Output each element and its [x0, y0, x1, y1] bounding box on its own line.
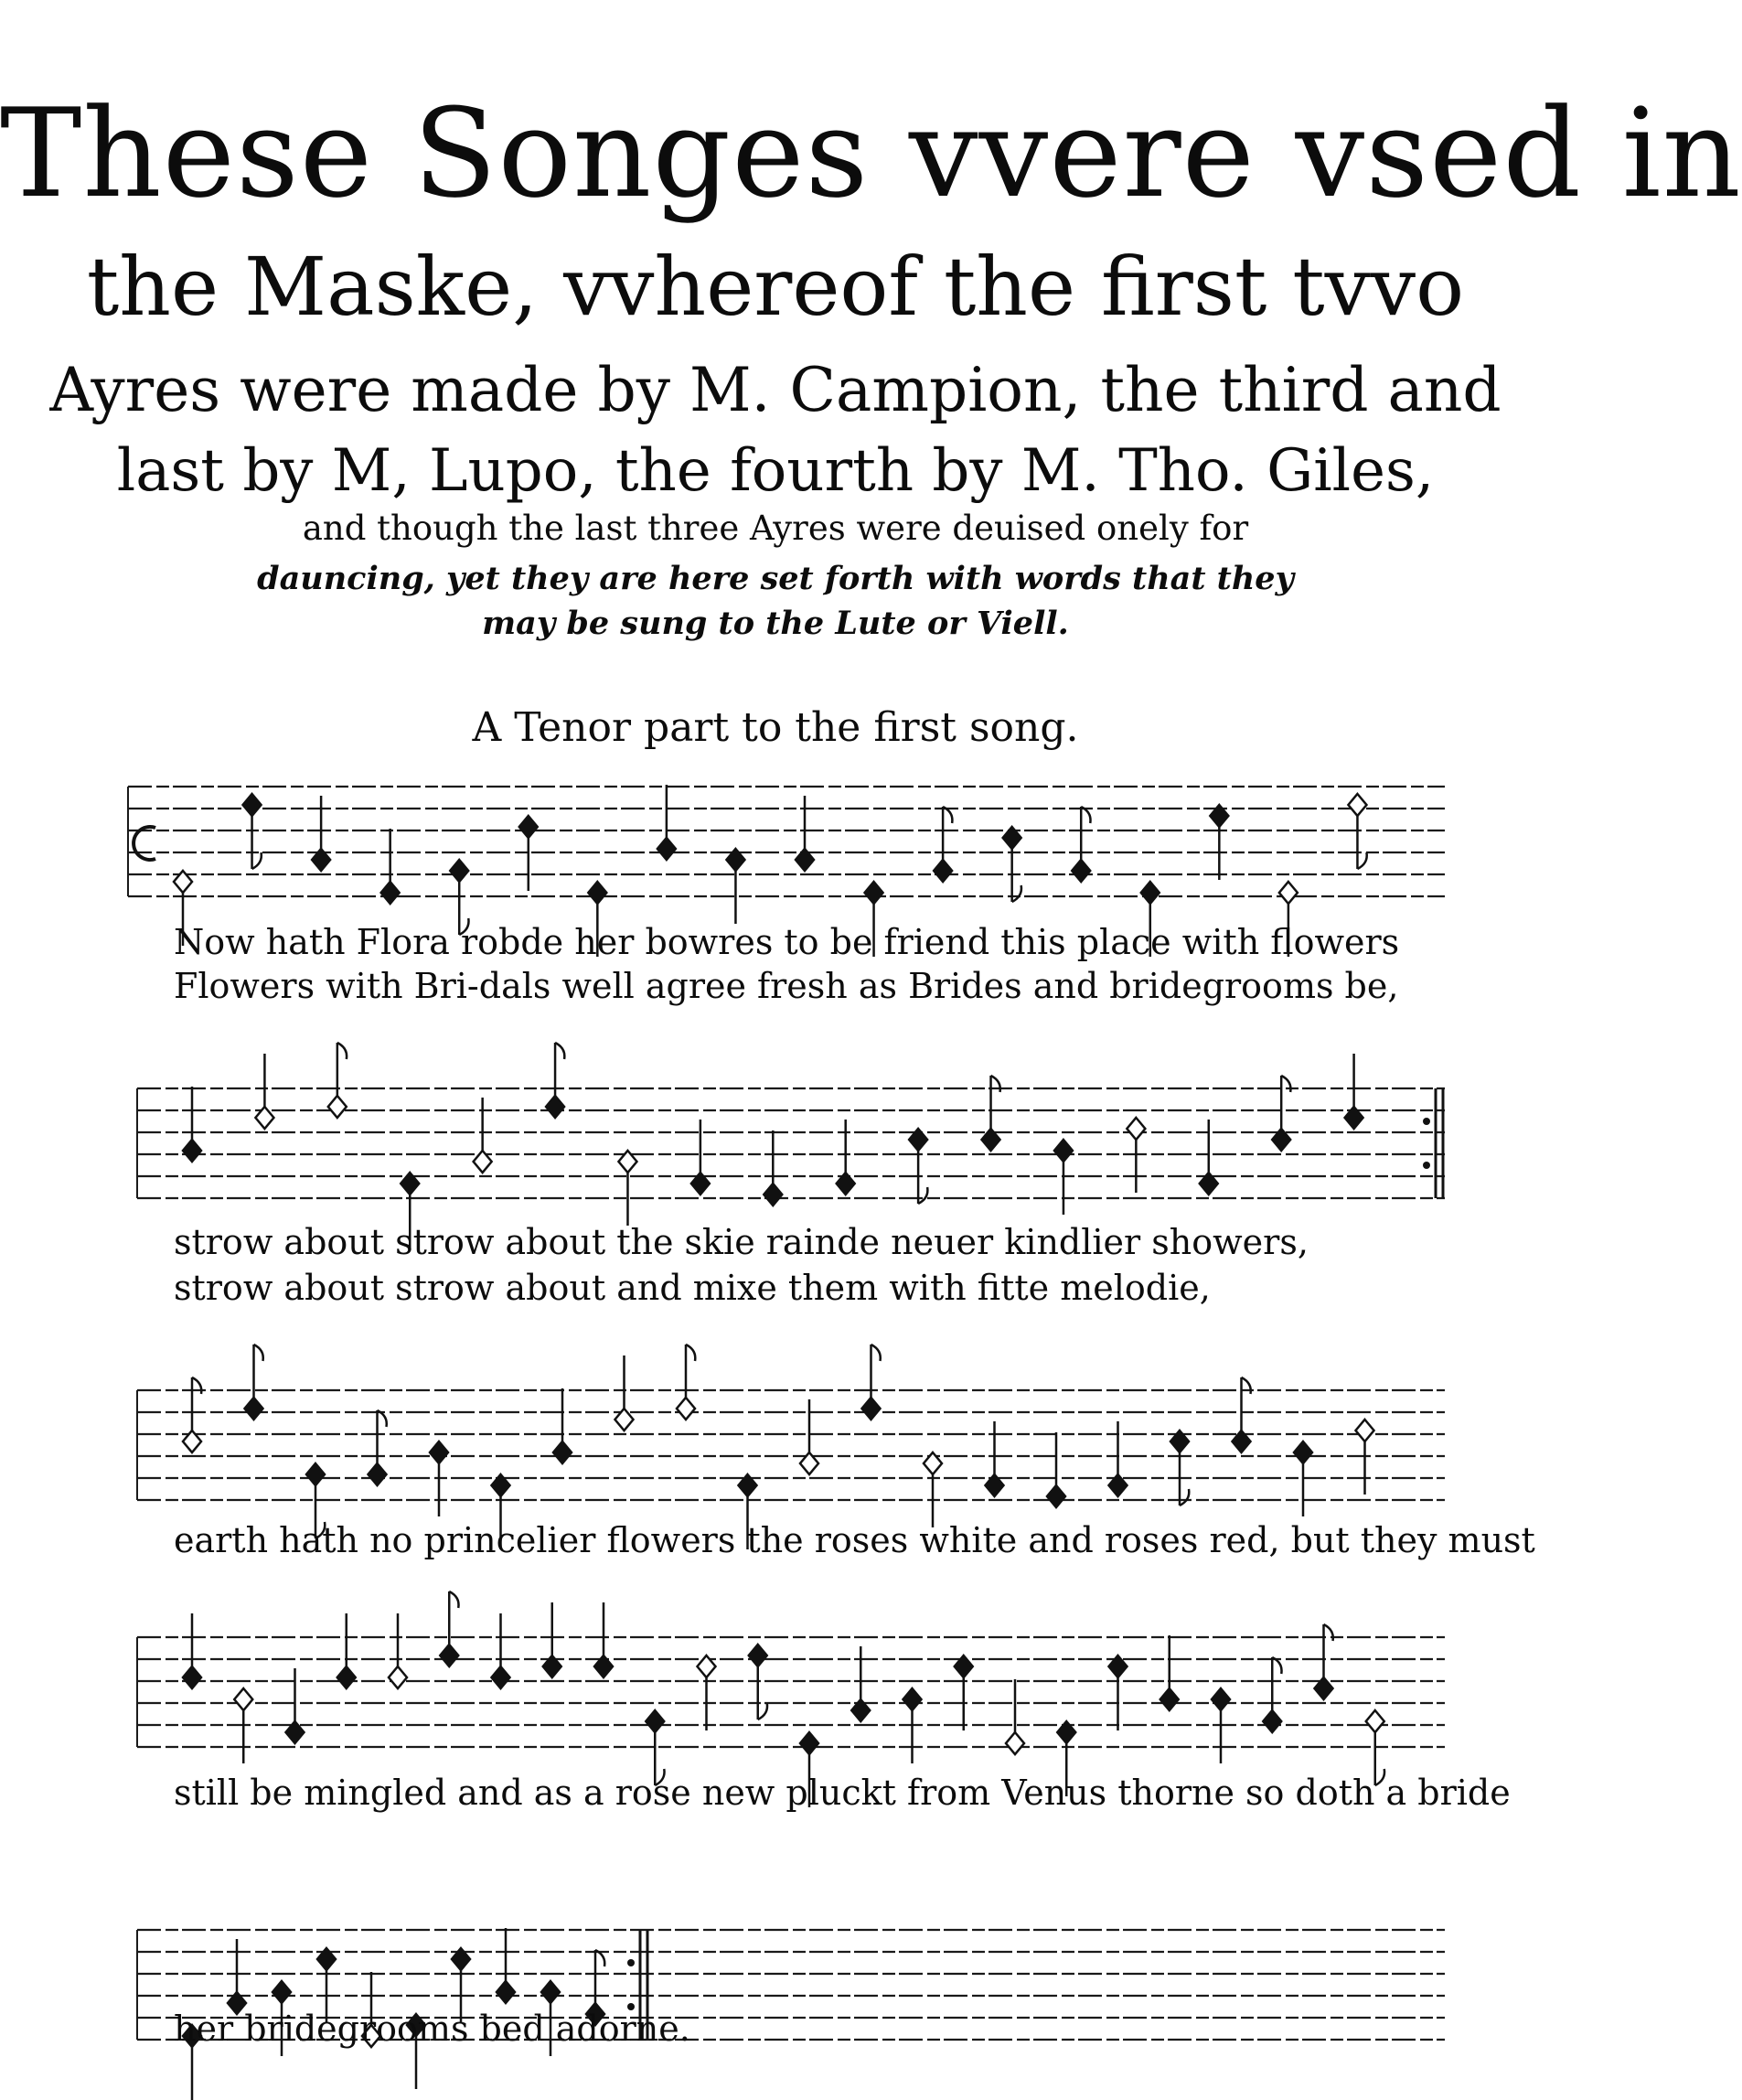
- note: [183, 1613, 201, 1688]
- note: [1160, 1635, 1179, 1710]
- note: [1345, 1054, 1363, 1129]
- note: [862, 1345, 881, 1420]
- note: [255, 1054, 273, 1129]
- note: [1315, 1624, 1333, 1699]
- note: [657, 785, 676, 860]
- staff-system: [137, 1345, 1445, 1549]
- note: [228, 1939, 246, 2014]
- note: [726, 849, 744, 924]
- note: [1109, 1421, 1127, 1496]
- intro-line-2: dauncing, yet they are here set forth with words that they: [257, 560, 1294, 597]
- note: [851, 1646, 870, 1721]
- note: [764, 1130, 782, 1205]
- note: [389, 1613, 407, 1688]
- lyric-line: strow about strow about and mixe them with fitte melodie,: [174, 1268, 1211, 1308]
- note: [337, 1613, 356, 1688]
- note: [1170, 1430, 1189, 1505]
- title-line-4: last by M, Lupo, the fourth by M. Tho. Giles,: [116, 437, 1435, 505]
- note: [924, 1452, 942, 1527]
- note: [594, 1602, 613, 1677]
- note: [183, 1087, 201, 1162]
- title-line-2: the Maske, vvhereof the first tvvo: [86, 240, 1465, 334]
- note: [183, 1377, 201, 1452]
- mensuration-sign: [134, 827, 155, 860]
- note: [1006, 1679, 1024, 1754]
- note: [474, 1098, 492, 1173]
- note: [618, 1151, 636, 1226]
- note: [982, 1076, 1000, 1151]
- note: [909, 1129, 927, 1204]
- note: [1263, 1657, 1281, 1732]
- note: [955, 1655, 973, 1730]
- note: [286, 1668, 305, 1743]
- note: [796, 796, 814, 871]
- note: [381, 829, 400, 904]
- title-line-1: These Songes vvere vsed in: [0, 82, 1742, 225]
- note: [1003, 827, 1021, 902]
- note: [837, 1120, 855, 1195]
- note: [328, 1043, 347, 1118]
- intro-line-1: and though the last three Ayres were deuised onely for: [302, 509, 1249, 548]
- lyric-line: Flowers with Bri-dals well agree fresh as Brides and bridegrooms be,: [174, 966, 1399, 1006]
- note: [698, 1655, 716, 1730]
- repeat-sign: [1423, 1088, 1443, 1198]
- lyric-line: earth hath no princelier flowers the roses white and roses red, but they must: [174, 1520, 1535, 1560]
- note: [615, 1355, 634, 1430]
- staff-system: [137, 1043, 1445, 1248]
- note: [497, 1928, 515, 2003]
- note: [1047, 1432, 1065, 1507]
- note: [691, 1120, 710, 1195]
- note: [543, 1602, 561, 1677]
- note: [1072, 807, 1090, 882]
- note: [553, 1388, 572, 1463]
- title-line-3: Ayres were made by M. Campion, the third and: [49, 355, 1502, 425]
- note: [1233, 1377, 1251, 1452]
- note: [440, 1591, 458, 1666]
- note: [1200, 1120, 1218, 1195]
- lyric-line: Now hath Flora robde her bowres to be friend this place with flowers: [174, 922, 1400, 962]
- part-heading: A Tenor part to the first song.: [472, 704, 1079, 751]
- lyric-line: her bridegrooms bed adorne.: [174, 2009, 690, 2049]
- note: [1210, 805, 1228, 880]
- note: [492, 1613, 510, 1688]
- note: [245, 1345, 263, 1420]
- note: [934, 807, 952, 882]
- note: [800, 1399, 818, 1474]
- note: [1109, 1655, 1127, 1730]
- lyric-line: strow about strow about the skie rainde neuer kindlier showers,: [174, 1222, 1309, 1262]
- note: [312, 796, 330, 871]
- lyric-line: still be mingled and as a rose new pluckt from Venus thorne so doth a bride: [174, 1773, 1511, 1813]
- intro-line-3: may be sung to the Lute or Viell.: [482, 605, 1069, 642]
- note: [1272, 1076, 1290, 1151]
- note: [369, 1410, 387, 1485]
- note: [677, 1345, 695, 1420]
- note: [546, 1043, 564, 1118]
- note: [986, 1421, 1004, 1496]
